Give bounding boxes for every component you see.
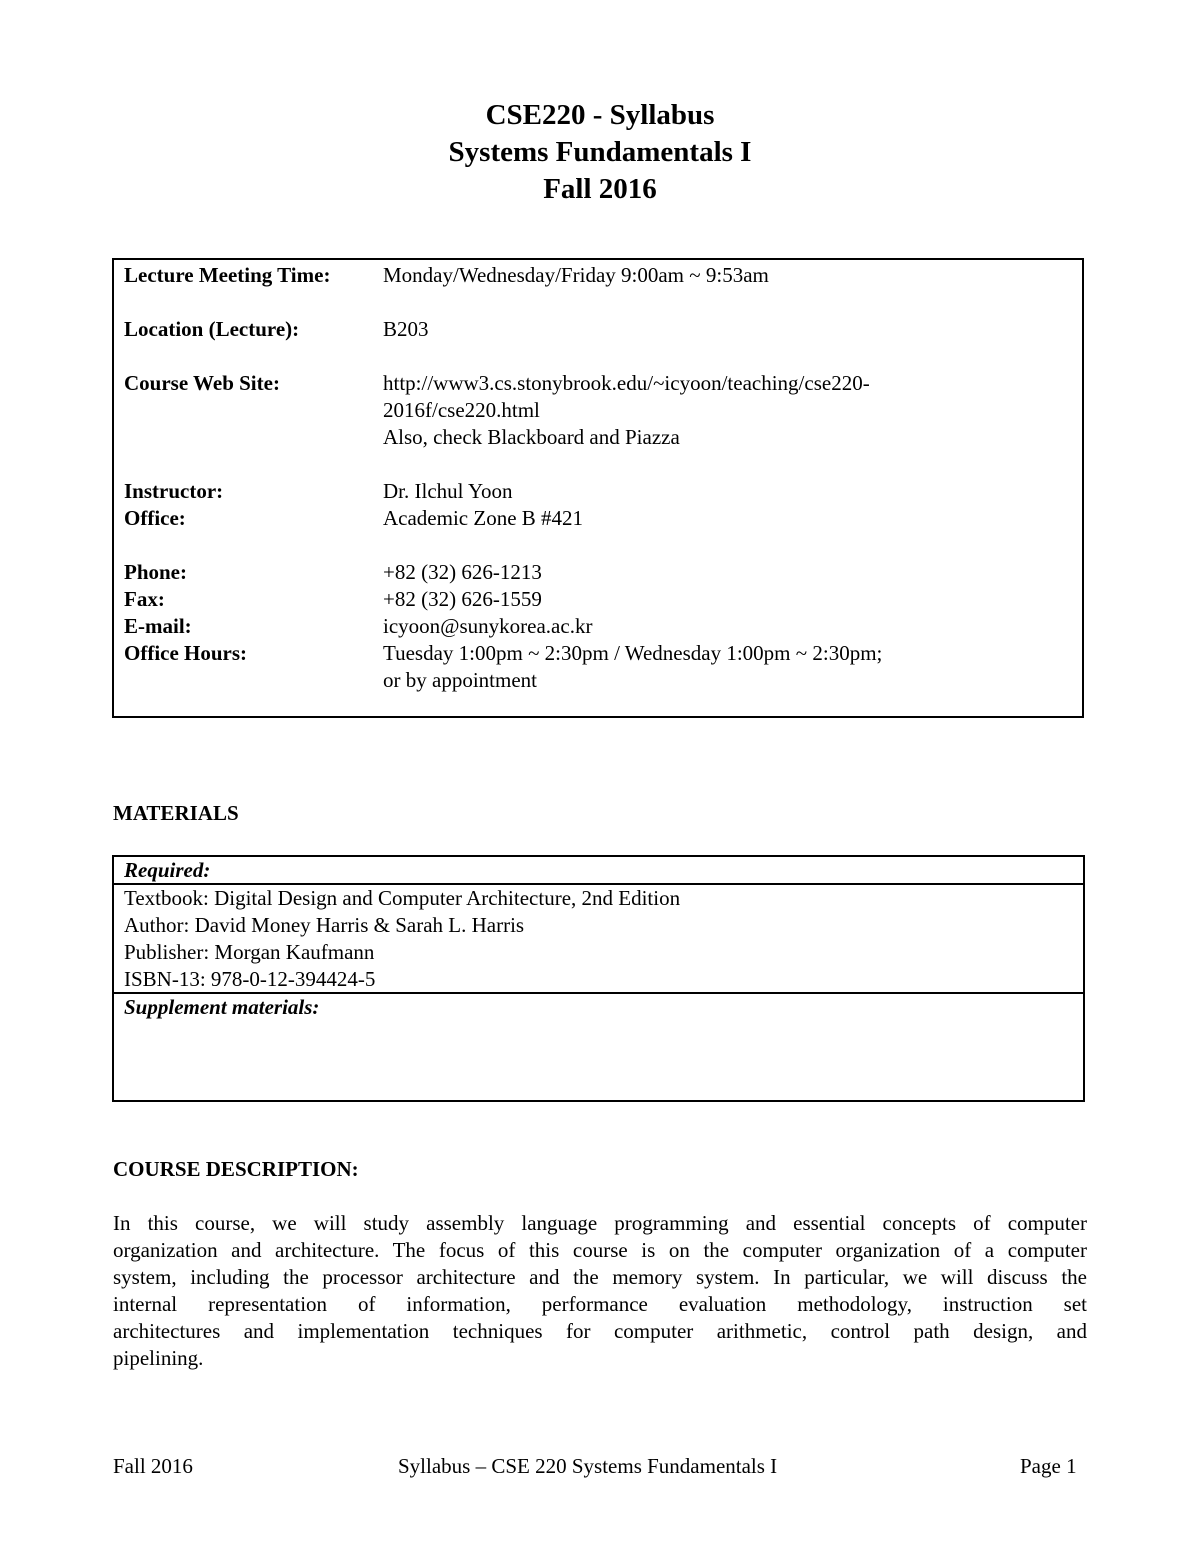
location-label: Location (Lecture):: [124, 317, 300, 341]
instructor-label: Instructor:: [124, 479, 224, 503]
office-label: Office:: [124, 506, 186, 530]
semester: Fall 2016: [543, 173, 657, 205]
office-hours-value-line2: or by appointment: [383, 668, 537, 692]
description-line: organization and architecture. The focus of this course is on the computer organization of a computer: [113, 1238, 1087, 1262]
email-label: E-mail:: [124, 614, 192, 638]
instructor-value: Dr. Ilchul Yoon: [383, 479, 513, 503]
course-name: Systems Fundamentals I: [448, 136, 752, 168]
website-url-line2[interactable]: 2016f/cse220.html: [383, 398, 540, 422]
course-info-box: [112, 258, 1084, 718]
materials-table: [112, 855, 1085, 1102]
footer-semester: Fall 2016: [113, 1454, 193, 1478]
location-value: B203: [383, 317, 429, 341]
description-line: architectures and implementation techniques for computer arithmetic, control path design, and: [113, 1319, 1087, 1343]
required-label: Required:: [124, 858, 211, 882]
description-line: In this course, we will study assembly language programming and essential concepts of computer: [113, 1211, 1087, 1235]
website-url-line1[interactable]: http://www3.cs.stonybrook.edu/~icyoon/teaching/cse220-: [383, 371, 870, 395]
website-note: Also, check Blackboard and Piazza: [383, 425, 680, 449]
meeting-time-value: Monday/Wednesday/Friday 9:00am ~ 9:53am: [383, 263, 769, 287]
office-hours-label: Office Hours:: [124, 641, 248, 665]
description-line: pipelining.: [113, 1346, 204, 1370]
phone-value: +82 (32) 626-1213: [383, 560, 542, 584]
fax-label: Fax:: [124, 587, 165, 611]
email-value[interactable]: icyoon@sunykorea.ac.kr: [383, 614, 593, 638]
materials-heading: MATERIALS: [113, 801, 239, 825]
description-paragraph: [113, 1210, 1087, 1372]
fax-value: +82 (32) 626-1559: [383, 587, 542, 611]
phone-label: Phone:: [124, 560, 187, 584]
supplement-label: Supplement materials:: [124, 995, 320, 1019]
description-line: system, including the processor architecture and the memory system. In particular, we will discuss the: [113, 1265, 1087, 1289]
textbook-isbn: ISBN-13: 978-0-12-394424-5: [124, 967, 376, 991]
course-title: CSE220 - Syllabus: [485, 99, 715, 131]
meeting-time-label: Lecture Meeting Time:: [124, 263, 331, 287]
website-label: Course Web Site:: [124, 371, 280, 395]
textbook-title: Textbook: Digital Design and Computer Architecture, 2nd Edition: [124, 886, 681, 910]
textbook-author: Author: David Money Harris & Sarah L. Harris: [124, 913, 525, 937]
office-hours-value-line1: Tuesday 1:00pm ~ 2:30pm / Wednesday 1:00pm ~ 2:30pm;: [383, 641, 883, 665]
office-value: Academic Zone B #421: [383, 506, 584, 530]
document-title: [0, 97, 1200, 208]
textbook-publisher: Publisher: Morgan Kaufmann: [124, 940, 375, 964]
description-heading: COURSE DESCRIPTION:: [113, 1157, 359, 1181]
footer-title: Syllabus – CSE 220 Systems Fundamentals I: [398, 1454, 778, 1478]
description-line: internal representation of information, performance evaluation methodology, instruction set: [113, 1292, 1087, 1316]
footer-page-number: Page 1: [1020, 1454, 1077, 1478]
